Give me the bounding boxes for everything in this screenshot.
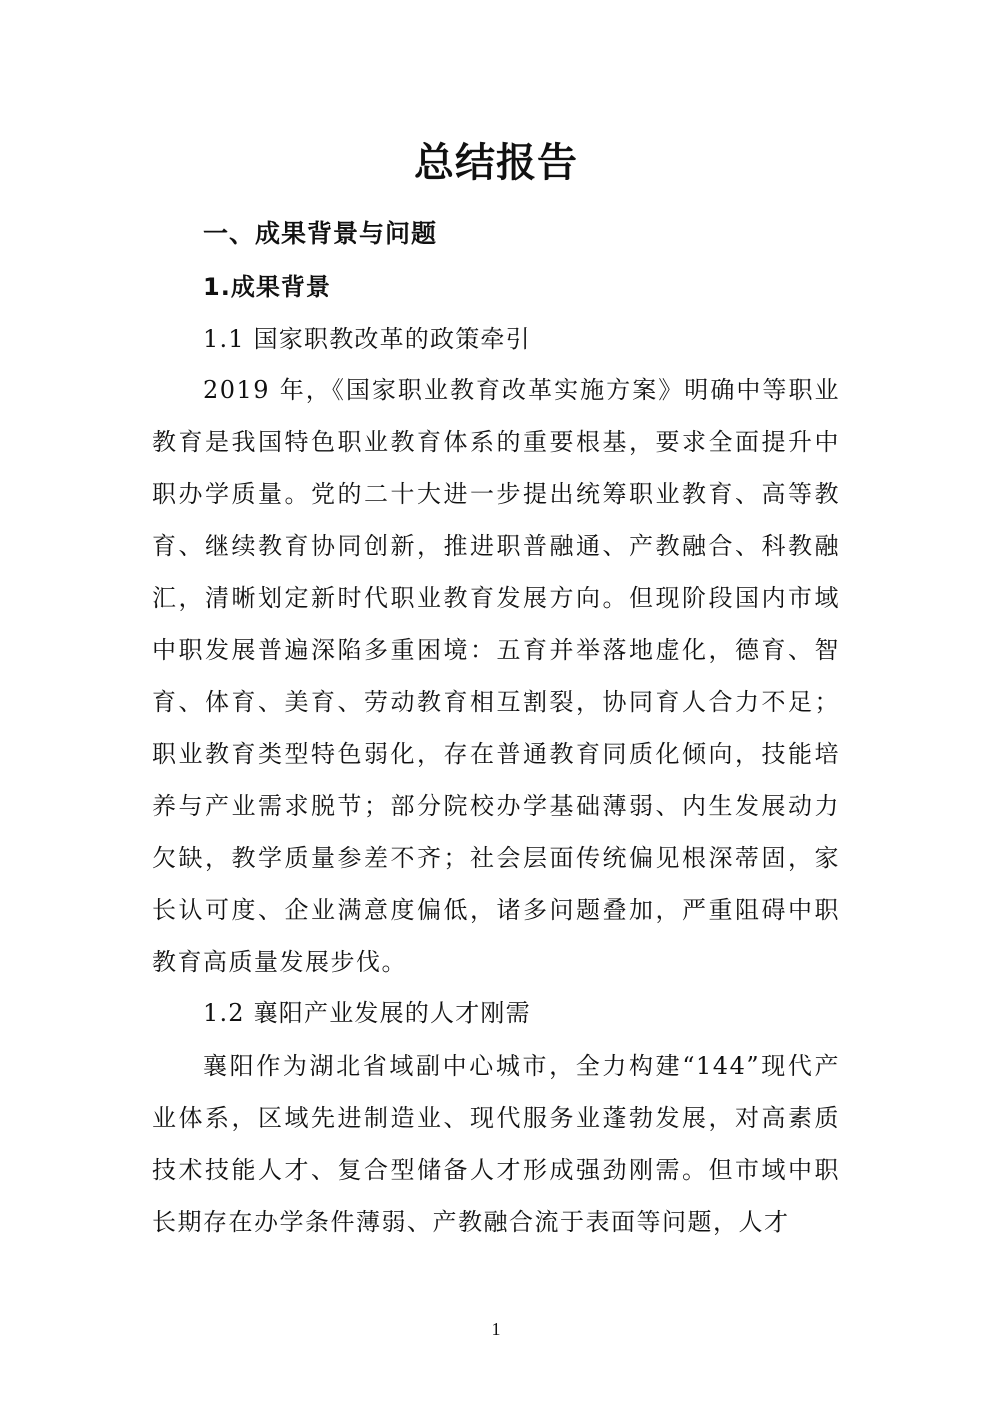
subsection-1-1-heading: 1.1 国家职教改革的政策牵引 — [203, 325, 531, 353]
subsection-heading: 1.成果背景 — [203, 273, 331, 301]
section-heading: 一、成果背景与问题 — [203, 219, 438, 248]
subsection-1-1-paragraph: 2019 年，《国家职业教育改革实施方案》明确中等职业教育是我国特色职业教育体系的重要根基，要求全面提升中职办学质量。党的二十大进一步提出统筹职业教育、高等教育、继续教育协同创新，推进职普融通、产教融合、科教融汇，清晰划定新时代职业教育发展方向。但现阶段国内市域中职发展普遍深陷多重困境：五育并举落地虚化，德育、智育、体育、美育、劳动教育相互割裂，协同育人合力不足；职业教育类型特色弱化，存在普通教育同质化倾向，技能培养与产业需求脱节；部分院校办学基础薄弱、内生发展动力欠缺，教学质量参差不齐；社会层面传统偏见根深蒂固，家长认可度、企业满意度偏低，诸多问题叠加，严重阻碍中职教育高质量发展步伐。 — [152, 376, 840, 976]
document-title: 总结报告 — [414, 140, 578, 186]
page-number: 1 — [491, 1319, 501, 1339]
subsection-1-2-heading: 1.2 襄阳产业发展的人才刚需 — [203, 999, 531, 1027]
subsection-1-2-paragraph: 襄阳作为湖北省域副中心城市，全力构建“144”现代产业体系，区域先进制造业、现代服务业蓬勃发展，对高素质技术技能人才、复合型储备人才形成强劲刚需。但市域中职长期存在办学条件薄弱、产教融合流于表面等问题，人才 — [152, 1052, 840, 1236]
